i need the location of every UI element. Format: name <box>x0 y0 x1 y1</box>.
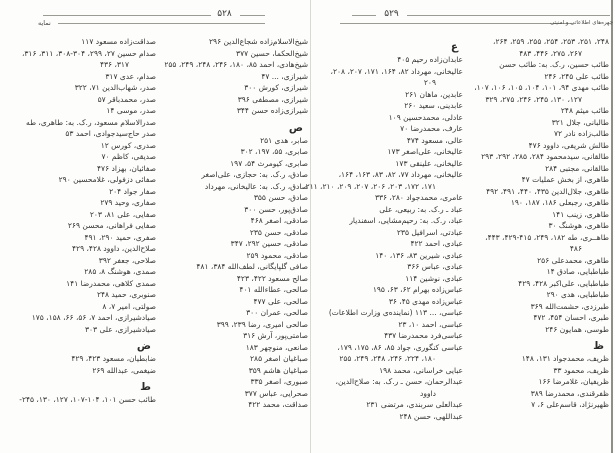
index-entry: صلاح‌الدین، داوود ۴۲۸، ۴۲۹ <box>72 244 156 253</box>
index-entry: صفار جواد ۲۰۴ <box>109 186 156 196</box>
index-entry: عبداللهی، حسن ۲۴۸ <box>399 411 463 421</box>
index-entry: عارف، محمدرضا ۷۰ <box>400 124 463 133</box>
entry-continuation: ۱۲۷، ۱۳۰، ۲۴۵، ۲۴۶، ۲۷۵، ۳۲۹ <box>485 94 582 104</box>
index-entry: طالب‌زاده نادر ۷۲ <box>553 129 609 138</box>
index-entry: عباس‌زاده مهدی ۴۵، ۳۶ <box>388 296 463 306</box>
index-entry: عبدالعلی سربندی، مرتضی ۲۳۱ <box>366 400 463 409</box>
index-entry: ظریف، محمود ۳۳ <box>553 365 609 375</box>
index-column-529-right <box>462 36 609 451</box>
index-entry: طاهری، جلال‌الدین ۴۳۵، ۴۴۰، ۴۹۱، ۴۹۲ <box>486 186 609 196</box>
index-entry: عباسی‌فرد محمدرضا ۴۳۷ <box>384 331 463 340</box>
index-entry: عبادی، احمد ۴۲۲ <box>410 239 463 248</box>
index-entry: صادق‌پور، حسن ۳۰۰ <box>244 204 308 214</box>
header-rule <box>58 23 265 24</box>
section-letter: ظ <box>593 340 604 352</box>
header-rule <box>340 23 573 24</box>
section-letter: ط <box>140 381 151 393</box>
index-entry: صفایی، علی ۸۱، ۲۰۳ <box>89 209 156 219</box>
index-entry: صفائی دزفولی، غلامحسین ۲۹۰ <box>58 175 156 184</box>
index-entry: طاهری، زینب ۱۴۱ <box>552 209 609 219</box>
index-entry: صفری، حمید ۲۹۰، ۴۹۱ <box>84 232 156 242</box>
index-entry: صالحی، عطاءالله ۴۰۱ <box>239 285 308 294</box>
index-entry: طاهری، رجبعلی ۱۸۶، ۱۸۷، ۱۹۰ <box>510 198 609 207</box>
index-entry: صادقی، حسین ۲۹۲، ۳۴۷ <box>230 239 308 248</box>
index-entry: طائب حسن ۱۰۱، ۱۰۴-۱۰۷، ۱۲۷، ۱۳۰، ۲۴۵- <box>19 395 156 404</box>
index-column-528-right <box>161 36 308 451</box>
index-entry: طباطبایی، صادق ۱۴ <box>546 267 609 276</box>
index-entry: طائب علی ۲۴۵، ۲۴۶ <box>544 71 609 81</box>
index-entry: صیادشیرازی، علی ۳۰۳ <box>84 324 156 334</box>
index-entry: عابدینی، سعید ۲۶۰ <box>404 101 463 110</box>
index-entry: عبادتی، اسرافیل ۲۳۵ <box>396 227 463 237</box>
index-column-529-left <box>305 36 463 451</box>
entry-continuation: ۱۷۱، ۱۷۲، ۲۰۳، ۲۰۶، ۲۰۷، ۲۰۹، ۲۱۰، ۲۱۱ <box>305 181 436 191</box>
index-entry: صانعی، منوچهر ۱۸۳ <box>245 342 308 352</box>
section-letter: ض <box>136 340 151 352</box>
index-entry: صالحی، عمران ۳۰۰ <box>246 308 308 317</box>
section-letter: ع <box>450 41 458 53</box>
index-entry: صالحی، علی ۴۷۷ <box>253 296 308 306</box>
index-entry: طائب میثم ۲۴۸ <box>560 106 609 115</box>
index-entry: ظفرقندی، محمدرضا ۳۸۹ <box>530 388 609 398</box>
index-entry: صداقت، محمد ۴۲۲ <box>248 400 308 409</box>
index-entry: صولتی، امیر ۷، ۸ <box>102 301 156 311</box>
index-entry: صدری، کورس ۱۲ <box>100 140 156 150</box>
index-entry: صابری، ۵۵، ۱۹۷، ۳۰۲ <box>240 147 308 156</box>
header-rule <box>43 15 211 16</box>
index-entry: صدام حسین ۲۷، ۲۹۹، ۳۰۴-۳۰۸، ۳۱۱، ۳۱۶، <box>21 48 156 58</box>
index-entry: صفایی فراهانی، محسن ۲۶۹ <box>67 221 156 230</box>
index-entry: صادقی، محمود ۲۵۹ <box>246 250 308 260</box>
index-entry: عباد، ر.ک. به: رحیم‌مشایی، اسفندیار <box>349 216 463 225</box>
index-entry: طباطبایی، علی‌اکبر ۴۲۸، ۴۲۹ <box>518 278 609 288</box>
index-entry: شیرازی، ... ۴۷ <box>261 71 308 81</box>
index-entry: عابدان‌زاده رحیم ۴۰۵ <box>397 55 463 64</box>
index-entry: عباسی، ... ۱۱۳ (نماینده‌ی وزارت اطلاعات) <box>328 308 463 317</box>
index-entry: صدرالاسلام مسعود، ر.ک. به: طاهری، طه <box>26 117 156 127</box>
entry-continuation: ۲۰۹ <box>423 78 436 87</box>
index-entry: طبرزدی، حشمت‌الله ۳۶۹ <box>530 301 609 311</box>
index-entry: صفائیان، بهزاد ۴۷۶ <box>97 163 156 173</box>
index-entry: شیرازی، مصطفی ۳۹۶ <box>237 94 308 104</box>
index-entry: صابری، کیومرث ۵۴، ۱۹۷ <box>230 158 308 168</box>
index-entry: عالی، مسعود ۴۷۴ <box>406 135 463 145</box>
index-entry: صادق، ر.ک. به: حجازی، علی‌اصغر <box>201 170 308 179</box>
index-entry: صفاری، وحید ۲۷۹ <box>100 198 156 207</box>
index-column-528-left <box>8 36 156 451</box>
index-entry: صدر حاج‌سیدجوادی، احمد ۵۳ <box>65 129 156 138</box>
index-entry: طالش شریفی، داوود ۴۷۶ <box>528 140 609 150</box>
index-entry: صدر، شهاب‌الدین ۷۱، ۳۲۲ <box>74 83 156 92</box>
page-gutter-line <box>310 0 311 453</box>
index-entry: شیرازی‌زاده حسن ۳۴۴ <box>236 106 308 115</box>
index-entry: ظهیرنژاد، قاسم‌علی ۶، ۷ <box>531 400 609 409</box>
entry-continuation: ۳۱۷، ۴۳۶ <box>100 60 129 69</box>
index-entry: صدیقی، کاظم ۷۰ <box>101 152 156 161</box>
index-entry: صدر، موسی ۱۴ <box>106 106 156 115</box>
index-entry: ضیغمی، عبدالله ۲۶۹ <box>92 365 156 375</box>
index-entry: طائب مهدی ۹۴، ۱۰۱، ۱۰۴، ۱۰۵، ۱۰۶، ۱۰۷، <box>474 83 609 92</box>
index-entry: صالحی امیری، رضا ۲۳۹، ۳۹۹ <box>216 319 308 329</box>
index-entry: ظریف، محمدجواد ۱۳۱، ۱۴۸ <box>521 354 609 363</box>
index-entry: صحرایی، عباس ۳۷۷ <box>244 388 308 398</box>
index-entry: عبادی، نوشین ۱۱۴ <box>405 273 463 283</box>
entry-continuation: ۴۸۶ <box>569 244 582 253</box>
index-entry: عالیخانی، مهرداد ۷۷، ۸۲، ۸۳، ۱۶۳، ۱۶۴، <box>338 170 463 179</box>
index-entry: عادلی، محمدحسین ۱۰۹ <box>388 112 463 122</box>
index-entry: طوسی، همایون ۲۴۶ <box>545 324 609 334</box>
header-rule <box>240 15 265 16</box>
header-rule <box>407 15 610 16</box>
index-entry: عابدین، ماهان ۲۶۱ <box>405 89 463 99</box>
index-entry: صالح مسعود ۴۲۲، ۴۲۳ <box>236 273 308 283</box>
index-entry: شیخ‌هادی، احمد ۸۵، ۱۸۰، ۲۴۶، ۲۴۸، ۲۴۹، ۲۵۵ <box>164 60 308 69</box>
index-entry: صافی گلپایگانی، لطف‌الله ۳۸۴، ۴۸۱ <box>196 262 308 271</box>
index-entry: شیخ‌الاسلام‌زاده شجاع‌الدین ۲۹۶ <box>209 37 308 46</box>
index-entry: صدر، محمدباقر ۵۷ <box>97 94 156 104</box>
index-entry: عبادی، عباس ۳۶۶ <box>407 262 463 271</box>
index-entry: طائب حسین، ر.ک. به: طائب حسن <box>499 60 609 69</box>
index-entry: صادق، ر.ک. به: عالیخانی، مهرداد <box>204 181 308 191</box>
index-entry: صباغیان اصغر ۲۸۵ <box>250 354 308 363</box>
index-entry: صدام، عدی ۳۱۷ <box>105 71 156 81</box>
index-entry: طبری، احسان ۴۵۴، ۴۷۲ <box>533 313 609 322</box>
index-entry: صادق، حسن ۳۵۵ <box>253 193 308 202</box>
index-entry: طباطبایی، هدی ۲۹۰ <box>546 290 609 299</box>
index-entry: ظریفیان، غلامرضا ۱۶۶ <box>538 377 609 386</box>
index-entry: صداقت‌زاده مسعود ۱۱۷ <box>81 37 156 46</box>
index-entry: عبایی خراسانی، محمد ۱۹۸ <box>379 365 463 375</box>
running-title-right: چهره‌های اطلاعاتی و امنیتی <box>550 19 613 26</box>
index-entry: طاهری، هوشنگ ۳۰ <box>548 221 609 230</box>
index-entry: ۲۴۸، ۲۵۱، ۲۵۳، ۲۵۴، ۲۵۵، ۲۵۹، ۲۶۴، <box>493 37 609 46</box>
index-entry: طالبانی، جلال ۳۲۱ <box>551 117 609 127</box>
header-rule <box>352 15 376 16</box>
entry-continuation: ۲۶۷، ۲۷۵، ۴۴۶، ۴۸۳ <box>519 48 582 58</box>
page-number-right: ۵۲۹ <box>384 9 399 19</box>
running-title-left: نمايه <box>38 19 51 27</box>
index-entry: صامتی‌پور، آرش ۳۱۶ <box>243 331 308 340</box>
index-entry: عباس‌زاده بهرام ۶۲، ۶۳، ۱۹۵ <box>372 285 463 294</box>
index-entry: عامری، محمدجواد ۲۸۰، ۳۳۶ <box>374 193 463 202</box>
index-entry: صادقی، حسن ۲۳۵ <box>249 227 308 237</box>
index-entry: صابر، هدی ۲۵۱ <box>260 135 308 145</box>
index-entry: عالیخانی، علی‌اصغر ۱۷۳ <box>387 147 463 156</box>
index-entry: ضابطیان، مسعود ۴۲۳، ۴۲۹ <box>71 354 156 363</box>
entry-continuation: داوود <box>419 388 436 398</box>
index-entry: شیخ‌الحکما، حسین ۳۷۷ <box>236 48 308 58</box>
page-edge-line <box>611 0 613 453</box>
index-entry: طالقانی، مجتبی ۲۸۴ <box>545 163 609 173</box>
index-entry: عباسی، احمد ۱۰، ۲۳ <box>398 319 463 329</box>
section-letter: ص <box>288 121 303 134</box>
index-entry: طاهری، محمدعلی ۲۵۶ <box>537 255 609 265</box>
index-entry: عباد ـ ر.ک. به: ربیعی، علی <box>379 204 463 214</box>
page-number-left: ۵۲۸ <box>217 9 232 19</box>
index-entry: عالیخانی، مهرداد ۸۲، ۱۶۴، ۱۷۱، ۲۰۷، ۲۰۸، <box>330 66 463 76</box>
index-entry: صلاحی، جعفر ۳۹۲ <box>98 255 156 265</box>
index-entry: صبوری، اصغر ۳۳۵ <box>250 377 308 386</box>
index-entry: صیادشیرازی، احمد ۷، ۵۶، ۶۶، ۱۵۸، ۱۷۵ <box>31 313 156 322</box>
index-entry: صمدی، هوشنگ ۸، ۲۸۵ <box>84 267 156 276</box>
index-entry: صادقی، اصغر ۴۶۸ <box>250 216 308 225</box>
index-entry: صمدی کلاهی، محمدرضا ۱۴۱ <box>66 278 156 288</box>
entry-continuation: ۱۸۰، ۲۲۴، ۲۴۶، ۲۴۸، ۲۴۹، ۲۵۵ <box>339 354 436 363</box>
index-entry: طالقانی، سیدمحمود ۲۸۴، ۲۸۵، ۲۹۲، ۲۹۳ <box>481 152 609 161</box>
index-entry: طاهــری، طه ۱۸۲، ۲۴۹، ۴۱۵-۴۲۹، ۴۴۳، <box>485 232 609 242</box>
index-entry: عالیخانی، علینقی ۱۷۳ <box>395 158 463 168</box>
index-entry: عباسی کنگوری، جواد ۸۵، ۸۶، ۱۷۵، ۱۷۹، <box>337 342 463 352</box>
index-entry: عبدالرحمان، حسن ـ ر.ک. به: صلاح‌الدین، <box>335 377 463 386</box>
index-entry: طاهری، از بخش عملیات ۴۷ <box>521 175 609 184</box>
index-entry: عبادی، شیرین ۸۳، ۱۳۶، ۱۴۰ <box>375 250 463 260</box>
index-entry: صنوبری، حمید ۲۴۸ <box>96 290 156 299</box>
index-entry: صباغیان هاشم ۳۵۹ <box>248 365 308 375</box>
index-entry: شیرازی، کورش ۳۰۰ <box>244 83 308 92</box>
